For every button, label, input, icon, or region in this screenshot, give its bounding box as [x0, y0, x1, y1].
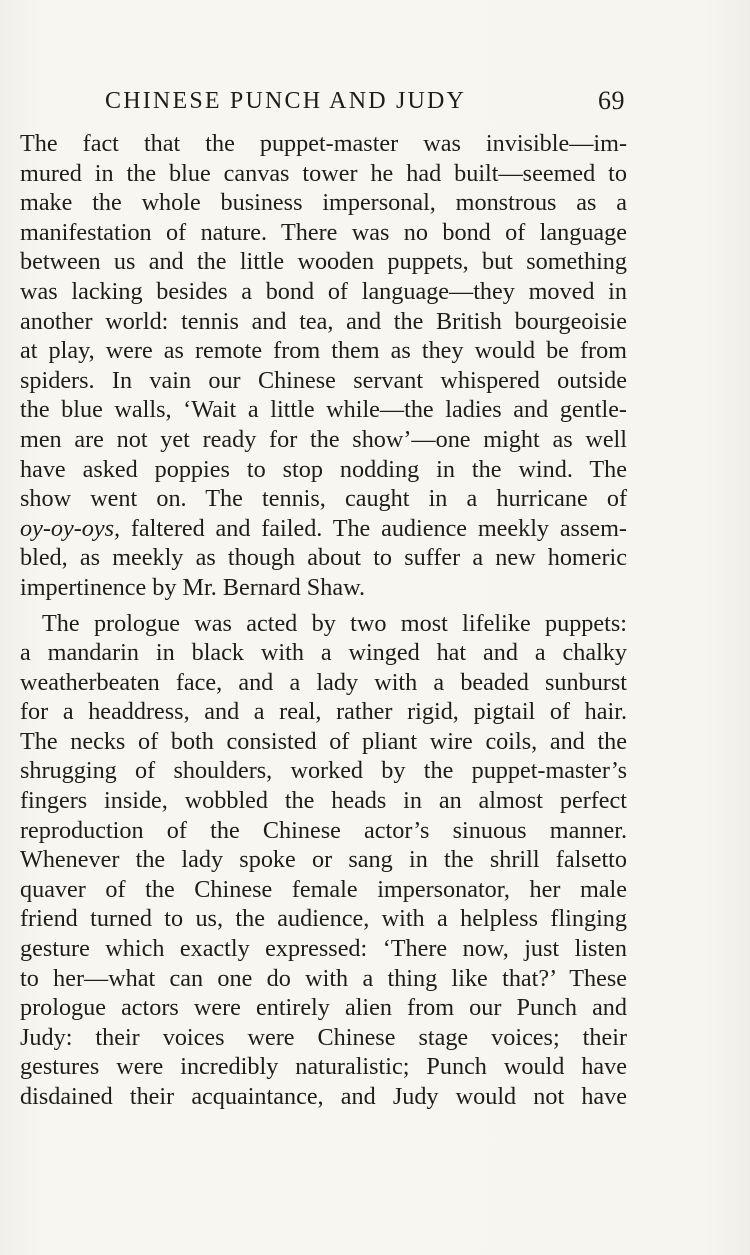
text-line: disdained their acquaintance, and Judy would not have: [20, 1083, 627, 1110]
text-line: to her—what can one do with a thing like that?’ These: [20, 964, 627, 992]
body-text: [20, 129, 627, 1112]
text-line: gesture which exactly expressed: ‘There now, just listen: [20, 935, 627, 963]
text-line: manifestation of nature. There was no bond of language: [20, 218, 627, 246]
text-line: Judy: their voices were Chinese stage voices; their: [20, 1023, 627, 1051]
text-line: friend turned to us, the audience, with a helpless flinging: [20, 905, 627, 933]
paragraph-2: [20, 609, 627, 1112]
text-line-italic-start: [20, 514, 627, 544]
text-line: the blue walls, ‘Wait a little while—the ladies and gentle-: [20, 396, 627, 424]
text-line: mured in the blue canvas tower he had built—seemed to: [20, 159, 627, 187]
text-line: show went on. The tennis, caught in a hurricane of: [20, 485, 627, 513]
text-line: shrugging of shoulders, worked by the puppet-master’s: [20, 757, 627, 785]
text-line: impertinence by Mr. Bernard Shaw.: [20, 573, 366, 601]
text-line: spiders. In vain our Chinese servant whispered outside: [20, 366, 627, 394]
text-line-rest: faltered and failed. The audience meekly assem-: [120, 514, 627, 542]
paragraph-1: [20, 129, 627, 603]
text-line: was lacking besides a bond of language—they moved in: [20, 277, 627, 305]
text-line: a mandarin in black with a winged hat and a chalky: [20, 639, 627, 667]
text-line: have asked poppies to stop nodding in the wind. The: [20, 455, 627, 483]
text-line: reproduction of the Chinese actor’s sinuous manner.: [20, 816, 627, 844]
text-line: weatherbeaten face, and a lady with a beaded sunburst: [20, 668, 627, 696]
text-line: The necks of both consisted of pliant wire coils, and the: [20, 727, 627, 755]
text-line: men are not yet ready for the show’—one might as well: [20, 425, 627, 453]
text-line: for a headdress, and a real, rather rigid, pigtail of hair.: [20, 698, 627, 726]
text-line: prologue actors were entirely alien from our Punch and: [20, 994, 627, 1022]
text-line: fingers inside, wobbled the heads in an almost perfect: [20, 787, 627, 815]
text-line: make the whole business impersonal, monstrous as a: [20, 189, 627, 217]
page-number: 69: [598, 86, 625, 115]
running-head: [105, 86, 625, 116]
text-line: quaver of the Chinese female impersonator, her male: [20, 875, 627, 903]
text-line: The fact that the puppet-master was invisible—im-: [20, 130, 627, 157]
text-line: The prologue was acted by two most lifelike puppets:: [42, 609, 627, 637]
running-head-title: CHINESE PUNCH AND JUDY: [105, 88, 467, 114]
text-line: at play, were as remote from them as they would be from: [20, 337, 627, 365]
italic-phrase: oy-oy-oys,: [20, 514, 121, 542]
text-line: Whenever the lady spoke or sang in the shrill falsetto: [20, 846, 627, 874]
text-line: gestures were incredibly naturalistic; Punch would have: [20, 1053, 627, 1081]
text-line: another world: tennis and tea, and the British bourgeoisie: [20, 307, 627, 335]
text-line: bled, as meekly as though about to suffer a new homeric: [20, 544, 627, 572]
text-line: between us and the little wooden puppets, but something: [20, 248, 627, 276]
